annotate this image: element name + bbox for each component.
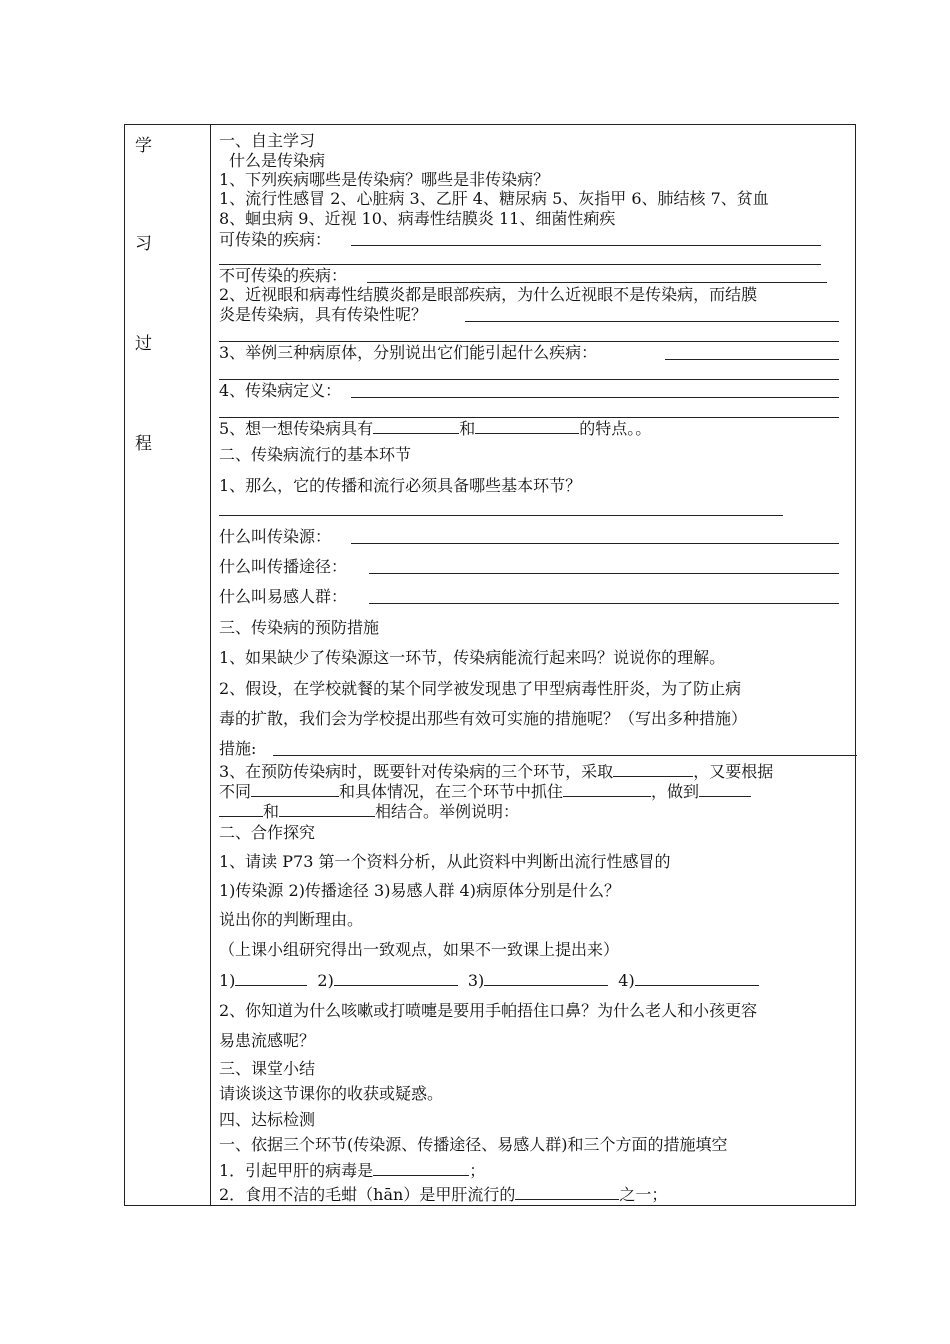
fill-blank[interactable] <box>373 1160 469 1176</box>
column-divider <box>210 125 211 1205</box>
question-text: 炎是传染病，具有传染性呢？ <box>219 305 428 324</box>
answer-line[interactable] <box>465 321 839 322</box>
fill-blank[interactable] <box>251 781 339 797</box>
fill-blank[interactable] <box>613 761 693 777</box>
question-part: 和 <box>263 802 280 821</box>
answer-row <box>219 970 759 991</box>
fill-blank[interactable] <box>563 781 651 797</box>
answer-index: 3) <box>467 971 485 990</box>
group-label: 什么叫易感人群： <box>219 587 348 606</box>
answer-line[interactable] <box>367 282 827 283</box>
answer-line[interactable] <box>219 515 783 516</box>
answer-line[interactable] <box>351 397 839 398</box>
question-text <box>219 761 773 782</box>
fill-blank[interactable] <box>484 970 608 986</box>
question-text <box>219 418 651 439</box>
question-text: 说出你的判断理由。 <box>219 910 364 929</box>
disease-list-line: 8、蛔虫病 9、近视 10、病毒性结膜炎 11、细菌性痢疾 <box>219 209 616 228</box>
question-part: 的特点。。 <box>579 419 652 438</box>
note-text: （上课小组研究得出一致观点，如果不一致课上提出来） <box>219 940 620 959</box>
question-part: 3、在预防传染病时，既要针对传染病的三个环节，采取 <box>219 762 614 781</box>
answer-index: 1) <box>219 971 236 990</box>
side-label-char: 学 <box>135 136 152 156</box>
question-text: 2、你知道为什么咳嗽或打喷嚏是要用手帕捂住口鼻？为什么老人和小孩更容 <box>219 1001 758 1020</box>
intro-text: 一、依据三个环节(传染源、传播途径、易感人群)和三个方面的措施填空 <box>219 1135 728 1154</box>
question-text: 3、举例三种病原体，分别说出它们能引起什么疾病： <box>219 343 598 362</box>
summary-text: 请谈谈这节课你的收获或疑惑。 <box>219 1084 444 1103</box>
question-text <box>219 801 519 822</box>
question-part: 2．食用不洁的毛蚶（hān）是甲肝流行的 <box>219 1185 516 1204</box>
fill-blank[interactable] <box>699 781 751 797</box>
question-part: 不同 <box>219 782 252 801</box>
answer-line[interactable] <box>351 245 821 246</box>
fill-blank[interactable] <box>235 970 307 986</box>
question-part: ，又要根据 <box>693 762 774 781</box>
section-heading: 四、达标检测 <box>219 1110 316 1129</box>
question-part: 之一； <box>619 1185 668 1204</box>
lesson-table <box>124 124 856 1206</box>
question-part: 和 <box>459 419 476 438</box>
disease-list-line: 1、流行性感冒 2、心脏病 3、乙肝 4、糖尿病 5、灰指甲 6、肺结核 7、贫血 <box>219 189 769 208</box>
question-part: 和具体情况，在三个环节中抓住 <box>339 782 564 801</box>
answer-line[interactable] <box>219 341 839 342</box>
fill-blank[interactable] <box>515 1184 619 1200</box>
question-part: 相结合。举例说明： <box>375 802 520 821</box>
question-part: ； <box>469 1161 486 1180</box>
answer-line[interactable] <box>369 603 839 604</box>
answer-line[interactable] <box>219 379 839 380</box>
question-part: ，做到 <box>651 782 700 801</box>
question-text: 1、那么，它的传播和流行必须具备哪些基本环节？ <box>219 476 582 495</box>
question-text <box>219 1160 485 1181</box>
question-text <box>219 1184 667 1205</box>
section-heading: 三、传染病的预防措施 <box>219 618 380 637</box>
infectious-label: 可传染的疾病： <box>219 230 332 249</box>
side-label-char: 程 <box>135 434 152 454</box>
noninfectious-label: 不可传染的疾病： <box>219 266 348 285</box>
route-label: 什么叫传播途径： <box>219 557 348 576</box>
answer-index: 2) <box>317 971 334 990</box>
question-text: 毒的扩散，我们会为学校提出那些有效可实施的措施呢？（写出多种措施） <box>219 709 748 728</box>
fill-blank[interactable] <box>279 801 375 817</box>
section-heading: 二、合作探究 <box>219 823 316 842</box>
question-part: 1．引起甲肝的病毒是 <box>219 1161 374 1180</box>
answer-line[interactable] <box>351 543 839 544</box>
side-label-char: 习 <box>135 234 152 254</box>
answer-line[interactable] <box>369 573 839 574</box>
question-text: 2、假设，在学校就餐的某个同学被发现患了甲型病毒性肝炎，为了防止病 <box>219 679 742 698</box>
subheading: 什么是传染病 <box>229 151 326 170</box>
fill-blank[interactable] <box>373 418 459 434</box>
section-heading: 三、课堂小结 <box>219 1059 316 1078</box>
source-label: 什么叫传染源： <box>219 527 332 546</box>
section-heading: 二、传染病流行的基本环节 <box>219 445 412 464</box>
answer-line[interactable] <box>273 755 857 756</box>
section-heading: 一、自主学习 <box>219 131 316 150</box>
answer-line[interactable] <box>665 359 839 360</box>
fill-blank[interactable] <box>334 970 458 986</box>
side-label-char: 过 <box>135 334 152 354</box>
fill-blank[interactable] <box>219 801 263 817</box>
measures-label: 措施: <box>219 739 257 758</box>
question-text: 2、近视眼和病毒性结膜炎都是眼部疾病，为什么近视眼不是传染病，而结膜 <box>219 285 758 304</box>
fill-blank[interactable] <box>635 970 759 986</box>
question-text: 易患流感呢？ <box>219 1031 316 1050</box>
question-text <box>219 781 751 802</box>
answer-index: 4) <box>618 971 635 990</box>
answer-line[interactable] <box>219 264 821 265</box>
fill-blank[interactable] <box>475 418 579 434</box>
definition-label: 4、传染病定义： <box>219 381 342 400</box>
question-text: 1、下列疾病哪些是传染病？哪些是非传染病？ <box>219 170 550 189</box>
question-part: 5、想一想传染病具有 <box>219 419 374 438</box>
question-text: 1、如果缺少了传染源这一环节，传染病能流行起来吗？说说你的理解。 <box>219 648 726 667</box>
question-text: 1)传染源 2)传播途径 3)易感人群 4)病原体分别是什么？ <box>219 881 620 900</box>
question-text: 1、请读 P73 第一个资料分析，从此资料中判断出流行性感冒的 <box>219 852 671 871</box>
